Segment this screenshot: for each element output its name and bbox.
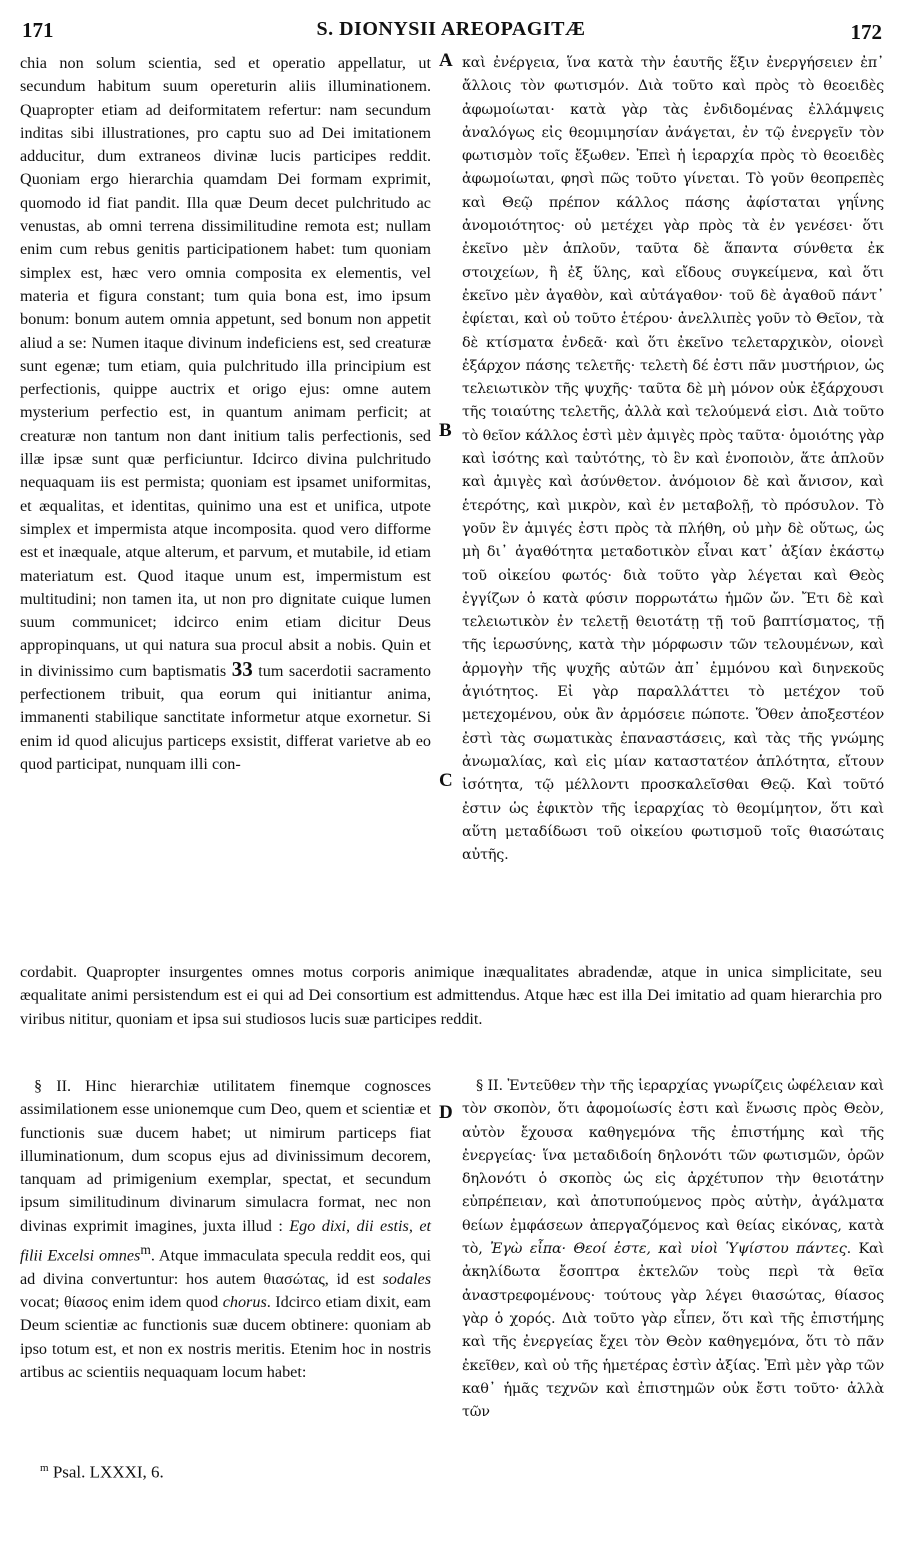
margin-letter-c: C (439, 770, 453, 791)
margin-letter-a: A (439, 50, 453, 71)
term-chorus: chorus (222, 1293, 267, 1312)
latin-wide-text: cordabit. Quapropter insurgentes omnes motus corporis animique inæqualitates abradendæ, atque in unica simplicitate, seu æqualitate animi persistendum est ei qui ad Dei consortium est admittendus. Atque hæc est illa Dei imitatio ad quam hierarchia pro viribus nititur, quoniam et ipsa sui studiosos lucis suæ participes reddit. (20, 963, 882, 1028)
footnote-mark: m (40, 1462, 49, 1474)
scripture-quote-latin: Ego dixi, dii estis, et filii Excelsi omnes (20, 1216, 432, 1265)
footnote-reference: m (140, 1242, 151, 1258)
latin-section-2-text-b: . Atque immaculata specula reddit eos, qui ad divina convertuntur: hos autem (20, 1246, 431, 1288)
greek-column-section-2 (462, 1075, 884, 1424)
latin-section-2-text-f: . Idcirco etiam dixit, eam Deum scientiæ ac functionis suæ ducem obtinere: quoniam ab ipso totum est, et non ex nostris meritis. Etenim hoc in nostris artibus ac scientiis nequaquam locum habet: (20, 1293, 432, 1381)
column-number-33: 33 (231, 656, 253, 681)
margin-letter-b: B (439, 420, 452, 441)
left-page-number: 171 (22, 18, 54, 42)
latin-text-continued: tum sacerdotii sacramento perfectionem tribuit, qua eorum qui initiantur anima, immanenti stabilique sanctitate informetur atque exornetur. Si enim id quod alicujus particeps exsistit, differat varietve ab eo quod participat, nunquam illi con- (20, 661, 432, 773)
greek-column-section-1 (462, 52, 884, 867)
latin-full-width-text (20, 961, 882, 1031)
latin-section-2-text: § II. Hinc hierarchiæ utilitatem finemque cognosces assimilationem esse unionemque cum Deo, quem et scientiæ et functionis suæ ducem habet; ut nimirum particeps fiat illuminationum, dum scopus ejus ad divinissimum decorem, tanquam ad primigenium exemplar, spectat, et secundum ipsum similitudinum divinarum simulacra format, nec non divinas exprimit imagines, juxta illud : (20, 1077, 431, 1235)
latin-section-2-text-e: enim idem quod (112, 1293, 219, 1312)
greek-term-thiasotas: θιασώτας (263, 1269, 325, 1288)
footnote-text: Psal. LXXXI, 6. (52, 1462, 164, 1482)
right-page-number: 172 (850, 20, 882, 44)
greek-section-2-text-b: . Καὶ ἀκηλίδωτα ἔσοπτρα ἐκτελῶν τοὺς περὶ τὰ θεῖα ἀναστρεφομένους· τούτους γὰρ λέγει θιασώτας, θίασος γὰρ ὁ χορός. Διὰ τοῦτο γὰρ εἶπεν, ὅτι καὶ τῆς ἐπιστήμης καὶ τῆς ἐνεργείας ἔχει τὸν Θεὸν καθηγεμόνα, ὅτι τὸ πᾶν ἐκεῖθεν, καὶ οὐ τῆς ἡμετέρας ἐστὶν ἀξίας. Ἐπὶ μὲν γὰρ τῶν καθ᾿ ἡμᾶς τεχνῶν καὶ ἐπιστημῶν οὐκ ἔστι τοῦτο· ἀλλὰ τῶν (462, 1241, 885, 1421)
greek-text: καὶ ἐνέργεια, ἵνα κατὰ τὴν ἑαυτῆς ἕξιν ἐνεργήσειεν ἐπ᾿ ἄλλοις τὸν φωτισμόν. Διὰ τοῦτο καὶ πρὸς τὸ θεοειδὲς ἀφωμοίωται· κατὰ γὰρ τὰς ἐνδιδομένας ἐλλάμψεις ἀναλόγως εἰς θεομιμησίαν ἀνάγεται, ἐν τῷ ἐνεργεῖν τὸν φωτισμὸν τοῖς ἔξωθεν. Ἐπεὶ ἡ ἱεραρχία πρὸς τὸ θεοειδὲς ἀφωμοίωται, φησὶ πῶς τοῦτο γίνεται. Τὸ γοῦν θεοπρεπὲς καὶ Θεῷ πρέπον κάλλος πάσης ἀφίσταται γηΐνης ἀνομοιότητος· οὐ μετέχει γὰρ πρὸς τὰ ἐν γενέσει· ὅτι ἐκεῖνο μὲν ἁπλοῦν, ταῦτα δὲ ἅπαντα σύνθετα ἐκ στοιχείων, ἢ ἐξ ὕλης, καὶ εἴδους συγκείμενα, καὶ ὅτι ἐκεῖνο μὲν ἀγαθὸν, καὶ αὐτάγαθον· τοῦ δὲ ἀγαθοῦ πάντ᾿ ἐφίεται, καὶ οὐ τοῦτο ἑτέρου· ἀνελλιπὲς γοῦν τὸ Θεῖον, τὰ δὲ κτίσματα ἐνδεᾶ· καὶ ὅτι ἐκεῖνο τελεταρχικὸν, οἱονεὶ ἐξάρχον πάσης τελετῆς· τελετὴ δέ ἐστι πᾶν μυστήριον, ὡς τελειωτικὸν τῆς ψυχῆς· ταῦτα δὲ μὴ μόνον οὐκ ἐξάρχουσι τῆς τοιαύτης τελετῆς, ἀλλὰ καὶ τελούμενά εἰσι. Διὰ τοῦτο τὸ θεῖον κάλλος ἐστὶ μὲν ἀμιγὲς πρὸς ταῦτα· ὁμοιότης γὰρ καὶ ἰσότης καὶ ταὐτότης, τὸ ἓν καὶ ἑνοποιὸν, ἅτε ἁπλοῦν καὶ ἀμιγὲς καὶ ἀσύνθετον. ἀνόμοιον δὲ καὶ ἄνισον, καὶ ἑτερότης, καὶ μικρὸν, καὶ ἐν μεταβολῇ, τὸ πρόσυλον. Τὸ γοῦν ἓν ἀμιγές ἐστι πρὸς τὰ πλήθη, οὐ μὴν δὲ οὕτως, ὡς μὴ δι᾿ ἀγαθότητα μεταδοτικὸν εἶναι κατ᾿ ἀξίαν ἑκάστῳ τοῦ οἰκείου φωτός· διὰ τοῦτο γὰρ λέγεται καὶ Θεὸς ἐγγίζων ὁ κατὰ φύσιν πορρωτάτω ἡμῶν ὤν. Ἔτι δὲ καὶ τελειωτικὸν ἐν τελετῇ θειοτάτῃ τῇ τοῦ βαπτίσματος, τῇ τῆς ἱερωσύνης, κατὰ τὴν μόρφωσιν τῶν τελουμένων, καὶ ἁρμογὴν τῆς ψυχῆς αὐτῶν ἀπ᾿ ἐμμόνου καὶ διηνεκοῦς ἁγιότητος. Εἰ γὰρ παραλλάττει τὸ μετέχον τοῦ μετεχομένου, οὐκ ἂν ἁρμόσειε πώποτε. Ὅθεν ἀποξεστέον ἐστὶ τὰς σωματικὰς ἐπαναστάσεις, καὶ τὰς τῆς γνώμης ἀνωμαλίας, καὶ εἰς μίαν καταστατέον ἁπλότητα, εἴτουν ἰσότητα, τῷ μέλλοντι προσκαλεῖσθαι Θεῷ. Καὶ τοῦτό ἐστιν ὡς ἐφικτὸν τῆς ἱεραρχίας τὸ θεομίμητον, ὅτι καὶ αὕτη μεταδίδωσι τοῦ οἰκείου φωτισμοῦ τοῖς θιασώταις αὐτῆς. (462, 55, 884, 864)
footnote (40, 1462, 164, 1483)
page-header (0, 18, 902, 46)
latin-text: chia non solum scientia, sed et operatio appellatur, ut secundum habitum suum opereturin aliis illuminationem. Quapropter etiam ad deiformitatem refertur: nam secundum inditas sibi illustrationes, pro captu suo ad Dei imitationem adducitur, dum extraneos divinæ lucis participes reddit. Quoniam ergo hierarchia quamdam Dei formam exprimit, quomodo id fiat pandit. Illa quæ Deum decet pulchritudo ac venustas, ab omni terrena dissimilitudine remota est; nullam enim cum rebus genitis participationem habet: tum quoniam simplex est, hæc vero omnia composita ex elementis, vel materia et figura constant; tum quia bona est, imo ipsum bonum: bonum autem omnia appetunt, sed bonum non appetit aliud a se: Numen itaque divinum indeficiens est, sed creaturæ sunt egenæ; tum etiam, quia pulchritudo illa principium est perfectionis, quippe auctrix et origo ejus: omne autem mysterium perfectio est, in quantum animam perficit; at creaturæ non tantum non dant initium talis perfectionis, sed illæ ipsæ sunt quæ perficiuntur. Idcirco divina pulchritudo nequaquam iis est permista; quoniam est ipsamet uniformitas, et æqualitas, et identitas, quinimo una est et unifica, utpote simplex et impermista atque incomposita. quod vero difforme est et inæquale, atque alterum, et parvum, et mutabile, id etiam materiatum est. Quod itaque unum est, impermistum est multitudini; non tamen ita, ut non pro dignitate cuique lumen suum communicet; idcirco enim etiam dicitur Deus appropinquans, ut qui natura sua procul absit a nobis. Quin et in divinissimo cum baptismatis (20, 54, 431, 680)
latin-section-2-text-d: vocat; (20, 1293, 60, 1312)
latin-section-2-text-c: , id est (324, 1269, 375, 1288)
greek-term-thiasos: θίασος (64, 1293, 108, 1312)
greek-section-2-text: § II. Ἐντεῦθεν τὴν τῆς ἱεραρχίας γνωρίζεις ὠφέλειαν καὶ τὸν σκοπὸν, ὅτι ἀφομοίωσίς ἐστι καὶ ἕνωσις πρὸς Θεὸν, αὐτὸν ἔχουσα καθηγεμόνα τῆς ἐπιστήμης καὶ τῆς ἐνεργείας· ἵνα μεταδιδοίη δηλονότι τῶν φωτισμῶν, ὁρῶν δηλονότι ὁ σκοπὸς ὡς εἰς ἀρχέτυπον τὴν θειοτάτην εὐπρέπειαν, καὶ ἀποτυπούμενος πρὸς αὐτὴν, ἀγάλματα θείων ἐμφάσεων ἀπεργαζόμενος καὶ θείας εἰκόνας, κατὰ τὸ, (462, 1078, 884, 1258)
term-sodales: sodales (382, 1269, 432, 1288)
margin-letter-d: D (439, 1102, 453, 1123)
running-title: S. DIONYSII AREOPAGITÆ (316, 18, 586, 40)
scripture-quote-greek: Ἐγὼ εἶπα· Θεοί ἐστε, καὶ υἱοὶ Ὑψίστου πάντες (490, 1241, 847, 1258)
latin-column-section-2 (20, 1075, 431, 1384)
latin-column-section-1 (20, 52, 431, 776)
